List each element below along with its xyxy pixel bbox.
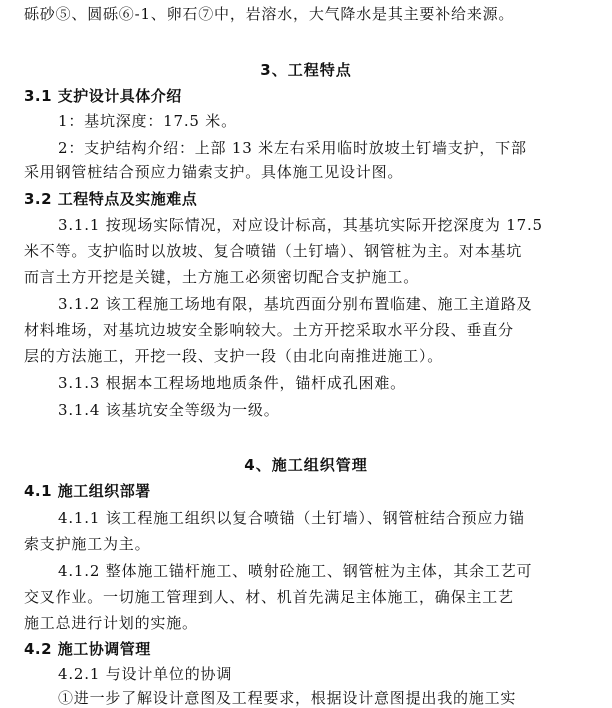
- paragraph-4-1-1-line-1: 4.1.1 该工程施工组织以复合喷锚（土钉墙）、钢管桩结合预应力锚: [58, 509, 525, 527]
- paragraph-4-2-1-partial-line: ①进一步了解设计意图及工程要求，根据设计意图提出我的施工实: [58, 689, 517, 707]
- paragraph-3-1-1: 1：基坑深度：17.5 米。: [58, 112, 237, 130]
- paragraph-3-2-1-line-3: 而言土方开挖是关键，土方施工必须密切配合支护施工。: [24, 268, 420, 286]
- paragraph-4-1-2-line-1: 4.1.2 整体施工锚杆施工、喷射砼施工、钢管桩为主体，其余工艺可: [58, 562, 533, 580]
- paragraph-3-2-1-line-2: 米不等。支护临时以放坡、复合喷锚（土钉墙）、钢管桩为主。对本基坑: [24, 242, 523, 260]
- section-3-title: 3、工程特点: [260, 61, 352, 79]
- section-4-2-heading: 4.2 施工协调管理: [24, 640, 151, 658]
- paragraph-3-2-2-line-1: 3.1.2 该工程施工场地有限，基坑西面分别布置临建、施工主道路及: [58, 295, 533, 313]
- section-4-title: 4、施工组织管理: [244, 456, 368, 474]
- paragraph-3-1-2-line-2: 采用钢管桩结合预应力锚索支护。具体施工见设计图。: [24, 163, 404, 181]
- paragraph-4-1-1-line-2: 索支护施工为主。: [24, 535, 151, 553]
- paragraph-4-1-2-line-2: 交叉作业。一切施工管理到人、材、机首先满足主体施工，确保主工艺: [24, 588, 514, 606]
- section-4-1-heading: 4.1 施工组织部署: [24, 482, 151, 500]
- section-3-2-heading: 3.2 工程特点及实施难点: [24, 190, 198, 208]
- paragraph-3-2-2-line-3: 层的方法施工，开挖一段、支护一段（由北向南推进施工）。: [24, 347, 444, 365]
- paragraph-4-2-1: 4.2.1 与设计单位的协调: [58, 665, 233, 683]
- paragraph-3-2-4: 3.1.4 该基坑安全等级为一级。: [58, 401, 280, 419]
- paragraph-3-1-2-line-1: 2：支护结构介绍：上部 13 米左右采用临时放坡土钉墙支护，下部: [58, 139, 527, 157]
- intro-tail-text: 砾砂⑤、圆砾⑥-1、卵石⑦中，岩溶水，大气降水是其主要补给来源。: [24, 5, 515, 23]
- paragraph-3-2-1-line-1: 3.1.1 按现场实际情况，对应设计标高，其基坑实际开挖深度为 17.5: [58, 216, 543, 234]
- section-3-1-heading: 3.1 支护设计具体介绍: [24, 87, 182, 105]
- paragraph-4-1-2-line-3: 施工总进行计划的实施。: [24, 614, 198, 632]
- paragraph-3-2-3: 3.1.3 根据本工程场地地质条件，锚杆成孔困难。: [58, 374, 406, 392]
- paragraph-3-2-2-line-2: 材料堆场，对基坑边坡安全影响较大。土方开挖采取水平分段、垂直分: [24, 321, 514, 339]
